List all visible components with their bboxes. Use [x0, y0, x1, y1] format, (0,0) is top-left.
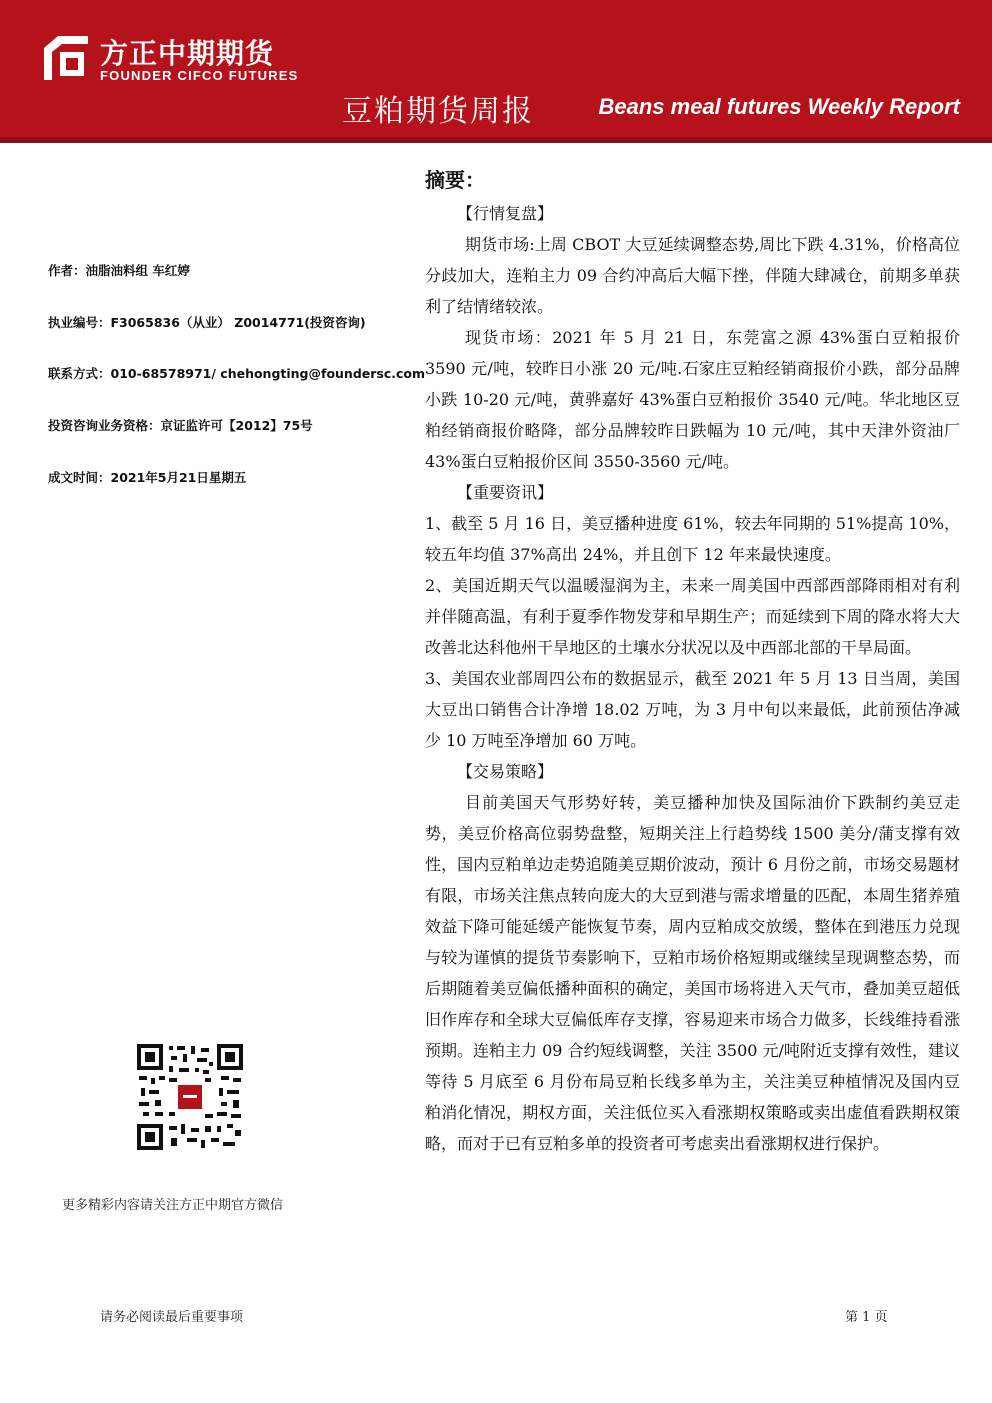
report-title-cn: 豆粕期货周报	[342, 94, 534, 129]
report-header	[0, 0, 992, 143]
spot-market-paragraph: 现货市场：2021 年 5 月 21 日，东莞富之源 43%蛋白豆粕报价 3590 元/吨，较昨日小涨 20 元/吨.石家庄豆粕经销商报价小跌，部分品牌小跌 10-20 元/吨，黄骅嘉好 43%蛋白豆粕报价 3540 元/吨。华北地区豆粕经销商报价略降，部分品牌较昨日跌幅为 10 元/吨，其中天津外资油厂 43%蛋白豆粕报价区间 3550-3560 元/吨。	[425, 328, 960, 471]
news-item-3: 3、美国农业部周四公布的数据显示，截至 2021 年 5 月 13 日当周，美国大豆出口销售合计净增 18.02 万吨，为 3 月中旬以来最低，此前预估净减少 10 万吨至净增加 60 万吨。	[425, 669, 960, 750]
news-item-2: 2、美国近期天气以温暖湿润为主，未来一周美国中西部西部降雨相对有利并伴随高温，有利于夏季作物发芽和早期生产；而延续到下周的降水将大大改善北达科他州干旱地区的土壤水分状况以及中西部北部的干旱局面。	[425, 576, 960, 657]
wechat-qr-code-icon	[135, 1042, 245, 1152]
news-item-1: 1、截至 5 月 16 日，美豆播种进度 61%，较去年同期的 51%提高 10%，较五年均值 37%高出 24%，并且创下 12 年来最快速度。	[425, 514, 961, 564]
company-name-cn: 方正中期期货	[100, 37, 275, 70]
author-info: 作者：油脂油料组 车红婷	[48, 263, 190, 278]
company-name-en: FOUNDER CIFCO FUTURES	[100, 68, 299, 83]
footer-notice: 请务必阅读最后重要事项	[100, 1310, 244, 1325]
news-heading: 【重要资讯】	[457, 483, 554, 502]
summary-title: 摘要：	[425, 168, 485, 192]
qr-caption: 更多精彩内容请关注方正中期官方微信	[62, 1198, 284, 1213]
contact-info: 联系方式：010-68578971/ chehongting@foundersc.com	[48, 366, 426, 381]
qualification-info: 投资咨询业务资格：京证监许可【2012】75号	[48, 418, 313, 433]
founder-logo-icon	[40, 34, 92, 84]
summary-section	[425, 166, 960, 1159]
strategy-paragraph: 目前美国天气形势好转，美豆播种加快及国际油价下跌制约美豆走势，美豆价格高位弱势盘整，短期关注上行趋势线 1500 美分/蒲支撑有效性，国内豆粕单边走势追随美豆期价波动，预计 6 月份之前，市场交易题材有限，市场关注焦点转向庞大的大豆到港与需求增量的匹配，本周生猪养殖效益下降可能延缓产能恢复节奏，周内豆粕成交放缓，整体在到港压力兑现与较为谨慎的提货节奏影响下，豆粕市场价格短期或继续呈现调整态势，而后期随着美豆偏低播种面积的确定，美国市场将进入天气市，叠加美豆超低旧作库存和全球大豆偏低库存支撑，容易迎来市场合力做多，长线维持看涨预期。连粕主力 09 合约短线调整，关注 3500 元/吨附近支撑有效性，建议等待 5 月底至 6 月份布局豆粕长线多单为主，关注美豆种植情况及国内豆粕消化情况，期权方面，关注低位买入看涨期权策略或卖出虚值看跌期权策略，而对于已有豆粕多单的投资者可考虑卖出看涨期权进行保护。	[425, 793, 960, 1153]
license-number: 执业编号：F3065836（从业） Z0014771(投资咨询)	[48, 315, 366, 330]
report-title-en: Beans meal futures Weekly Report	[598, 94, 960, 119]
market-review-heading: 【行情复盘】	[457, 204, 554, 223]
page-number: 第 1 页	[845, 1310, 888, 1325]
report-date: 成文时间：2021年5月21日星期五	[48, 470, 247, 485]
strategy-heading: 【交易策略】	[457, 762, 554, 781]
futures-market-paragraph: 期货市场:上周 CBOT 大豆延续调整态势,周比下跌 4.31%，价格高位分歧加大，连粕主力 09 合约冲高后大幅下挫，伴随大肆减仓，前期多单获利了结情绪较浓。	[425, 235, 960, 316]
